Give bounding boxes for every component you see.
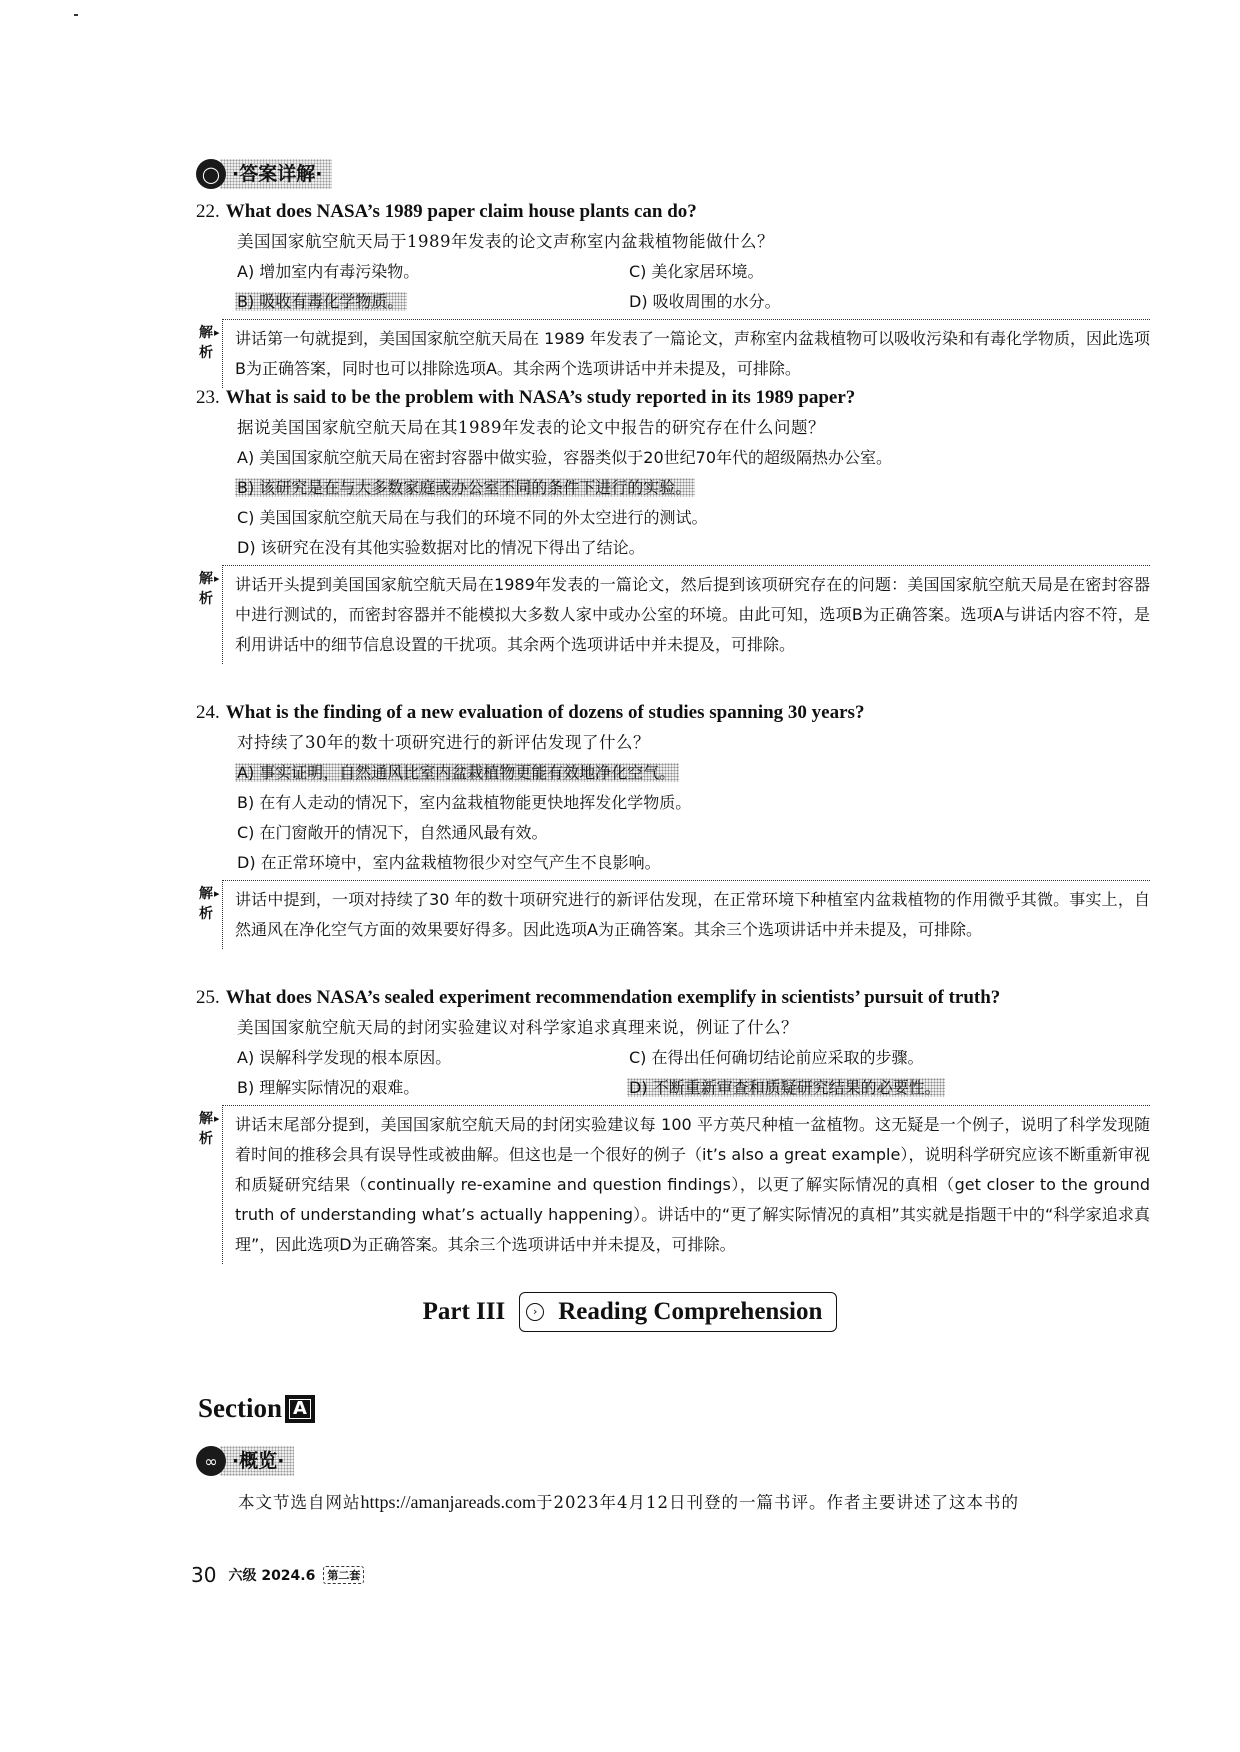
option-b: B) 在有人走动的情况下，室内盆栽植物能更快地挥发化学物质。 (237, 793, 692, 812)
option-a: A) 增加室内有毒污染物。 (237, 262, 420, 281)
arrow-icon: ▸ (214, 572, 220, 585)
analysis-tag: 解 析 ▸ (199, 325, 220, 361)
analysis-tag: 解 析 ▸ (199, 886, 220, 922)
arrow-icon: ▸ (214, 1112, 220, 1125)
option-d-correct: D) 不断重新审查和质疑研究结果的必要性。 (627, 1078, 945, 1097)
question-title: 25. What does NASA’s sealed experiment recommendation exemplify in scientists’ pursuit of truth? (196, 987, 1001, 1008)
option-a: A) 美国国家航空航天局在密封容器中做实验，容器类似于20世纪70年代的超级隔热办公室。 (237, 448, 892, 467)
question-22 (196, 197, 1150, 388)
question-title: 24. What is the finding of a new evaluation of dozens of studies spanning 30 years? (196, 702, 865, 723)
option-a-correct: A) 事实证明，自然通风比室内盆栽植物更能有效地净化空气。 (235, 763, 679, 782)
option-b-correct: B) 该研究是在与大多数家庭或办公室不同的条件下进行的实验。 (235, 478, 695, 497)
option-a: A) 误解科学发现的根本原因。 (237, 1048, 452, 1067)
question-translation: 据说美国国家航空航天局在其1989年发表的论文中报告的研究存在什么问题？ (237, 418, 825, 437)
analysis-text: 讲话末尾部分提到，美国国家航空航天局的封闭实验建议每 100 平方英尺种植一盆植物。这无疑是一个例子，说明了科学发现随着时间的推移会具有误导性或被曲解。但这也是一个很好的例子（it’s also a great example），说明科学研究应该不断重新审视和质疑研究结果（continually re-examine and question findings），以更了解实际情况的真相（get closer to the ground truth of understanding what’s actually happening）。讲话中的“更了解实际情况的真相”其实就是指题干中的“科学家追求真理”，因此选项D为正确答案。其余三个选项讲话中并未提及，可排除。 (222, 1105, 1150, 1264)
chevron-circle-icon: › (526, 1303, 544, 1321)
analysis-tag: 解 析 ▸ (199, 571, 220, 607)
scan-speck (74, 14, 78, 16)
section-letter-badge: A (285, 1395, 315, 1423)
page-number: 30 (191, 1563, 217, 1587)
part-title-box (519, 1292, 837, 1332)
magazine-issue: 六级 2024.6 (228, 1568, 316, 1584)
question-translation: 美国国家航空航天局的封闭实验建议对科学家追求真理来说，例证了什么？ (237, 1018, 798, 1037)
analysis-block (196, 1105, 1150, 1264)
analysis-block (196, 565, 1150, 664)
source-url: https://amanjareads.com (360, 1492, 536, 1512)
option-c: C) 在门窗敞开的情况下，自然通风最有效。 (237, 823, 548, 842)
analysis-text: 讲话第一句就提到，美国国家航空航天局在 1989 年发表了一篇论文，声称室内盆栽植物可以吸收污染和有毒化学物质，因此选项B为正确答案，同时也可以排除选项A。其余两个选项讲话中并未提及，可排除。 (222, 319, 1150, 388)
analysis-text: 讲话中提到，一项对持续了30 年的数十项研究进行的新评估发现，在正常环境下种植室内盆栽植物的作用微乎其微。事实上，自然通风在净化空气方面的效果要好得多。因此选项A为正确答案。其余三个选项讲话中并未提及，可排除。 (222, 880, 1150, 949)
option-d: D) 吸收周围的水分。 (629, 292, 781, 311)
option-b: B) 理解实际情况的艰难。 (237, 1078, 420, 1097)
glasses-icon: ∞ (196, 1446, 226, 1476)
analysis-block (196, 880, 1150, 949)
section-label: Section (198, 1393, 282, 1423)
option-b-correct: B) 吸收有毒化学物质。 (235, 292, 407, 311)
answer-explanation-label: ·答案详解· (220, 159, 332, 189)
section-heading (198, 1393, 315, 1424)
answer-explanation-header (196, 157, 332, 191)
part-label: Part III (422, 1298, 506, 1325)
question-title: 23. What is said to be the problem with NASA’s study reported in its 1989 paper? (196, 387, 856, 408)
question-23 (196, 383, 1150, 664)
lightbulb-icon: ◯ (196, 159, 226, 189)
question-24 (196, 698, 1150, 949)
analysis-text: 讲话开头提到美国国家航空航天局在1989年发表的一篇论文，然后提到该项研究存在的问题：美国国家航空航天局是在密封容器中进行测试的，而密封容器并不能模拟大多数人家中或办公室的环境。由此可知，选项B为正确答案。选项A与讲话内容不符，是利用讲话中的细节信息设置的干扰项。其余两个选项讲话中并未提及，可排除。 (222, 565, 1150, 664)
option-d: D) 在正常环境中，室内盆栽植物很少对空气产生不良影响。 (237, 853, 661, 872)
option-c: C) 在得出任何确切结论前应采取的步骤。 (629, 1048, 924, 1067)
arrow-icon: ▸ (214, 887, 220, 900)
question-translation: 美国国家航空航天局于1989年发表的论文声称室内盆栽植物能做什么？ (237, 232, 774, 251)
option-c: C) 美国国家航空航天局在与我们的环境不同的外太空进行的测试。 (237, 508, 708, 527)
question-25 (196, 983, 1150, 1264)
test-set-badge: 第二套 (323, 1566, 364, 1584)
option-d: D) 该研究在没有其他实验数据对比的情况下得出了结论。 (237, 538, 645, 557)
overview-header (196, 1444, 294, 1478)
option-c: C) 美化家居环境。 (629, 262, 764, 281)
question-translation: 对持续了30年的数十项研究进行的新评估发现了什么？ (237, 733, 650, 752)
page-footer (191, 1563, 364, 1587)
analysis-block (196, 319, 1150, 388)
analysis-tag: 解 析 ▸ (199, 1111, 220, 1147)
overview-label: ·概览· (220, 1446, 294, 1476)
question-title: 22. What does NASA’s 1989 paper claim house plants can do? (196, 201, 697, 222)
part-heading (0, 1292, 1240, 1332)
overview-intro-text: 本文节选自网站https://amanjareads.com于2023年4月12日刊登的一篇书评。作者主要讲述了这本书的 (238, 1492, 1019, 1512)
part-title: Reading Comprehension (558, 1298, 823, 1325)
arrow-icon: ▸ (214, 326, 220, 339)
